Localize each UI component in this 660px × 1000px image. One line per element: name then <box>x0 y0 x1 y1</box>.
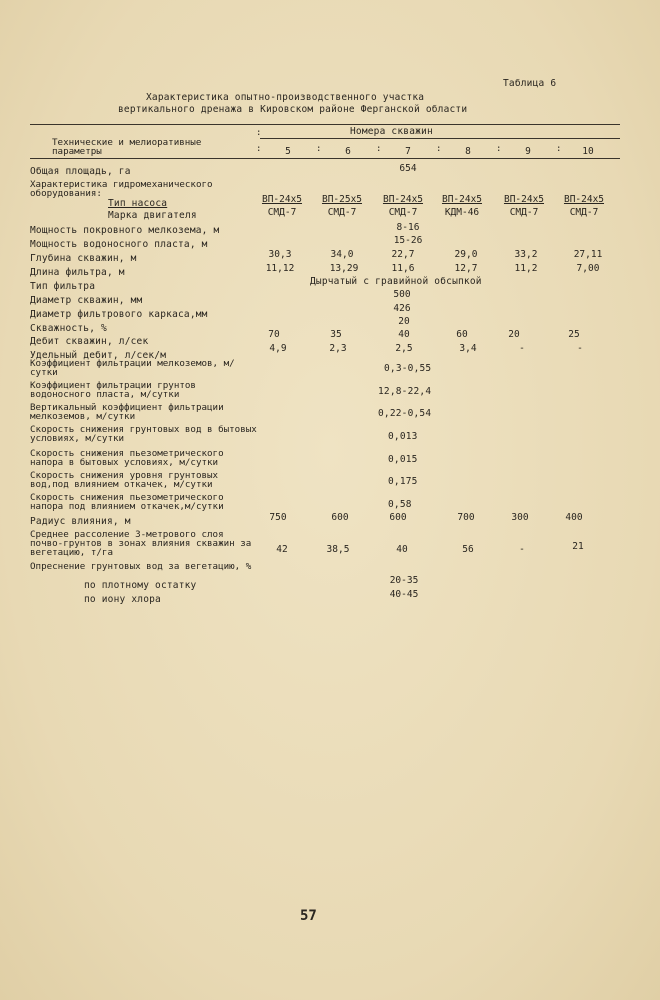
table-title-line1: Характеристика опытно-производственного участка <box>146 92 425 103</box>
row-label: Характеристика гидромеханического оборудования: <box>30 179 213 199</box>
row-value: 15-26 <box>393 235 423 246</box>
cell: 27,11 <box>573 249 603 260</box>
cell: 20 <box>508 329 520 340</box>
column-separator: : <box>496 144 502 154</box>
cell: 40 <box>396 544 408 555</box>
cell: 56 <box>462 544 474 555</box>
header-mid-rule <box>260 138 620 139</box>
cell: 25 <box>568 329 580 340</box>
well-number: 5 <box>285 146 291 157</box>
cell: КДМ-46 <box>444 207 480 218</box>
cell: 29,0 <box>454 249 478 260</box>
cell: 35 <box>330 329 342 340</box>
cell: 11,2 <box>514 263 538 274</box>
page-number: 57 <box>300 908 317 924</box>
row-label: Радиус влияния, м <box>30 516 131 527</box>
cell: ВП-25х5 <box>321 194 363 205</box>
well-number: 7 <box>405 146 411 157</box>
cell: - <box>519 343 525 354</box>
row-label: Среднее рассоление 3-метрового слоя почво-грунтов в зонах влияния скважин за вегетацию, т/га <box>30 529 252 558</box>
row-label: Скважность, % <box>30 323 107 334</box>
row-value: 12,8-22,4 <box>378 386 432 397</box>
cell: ВП-24х5 <box>441 194 483 205</box>
cell: 600 <box>331 512 349 523</box>
header-top-rule <box>30 124 620 125</box>
cell: 300 <box>511 512 529 523</box>
row-label: Вертикальный коэффициент фильтрации мелкоземов, м/сутки <box>30 402 224 422</box>
column-separator: : <box>256 144 262 154</box>
row-label: Дебит скважин, л/сек <box>30 336 149 347</box>
row-label: Длина фильтра, м <box>30 267 125 278</box>
cell: 21 <box>572 541 584 552</box>
row-value: 0,58 <box>388 499 412 510</box>
row-value: 0,175 <box>388 476 418 487</box>
row-value: 0,3-0,55 <box>384 363 432 374</box>
row-label: Скорость снижения пьезометрического напора в бытовых условиях, м/сутки <box>30 448 224 468</box>
cell: 3,4 <box>459 343 477 354</box>
cell: 70 <box>268 329 280 340</box>
row-label: Диаметр скважин, мм <box>30 295 143 306</box>
row-label: Тип насоса <box>108 198 168 209</box>
cell: - <box>577 343 583 354</box>
row-value: 0,22-0,54 <box>378 408 432 419</box>
cell: ВП-24х5 <box>503 194 545 205</box>
well-number: 8 <box>465 146 471 157</box>
cell: 13,29 <box>329 263 359 274</box>
cell: СМД-7 <box>509 207 539 218</box>
cell: СМД-7 <box>388 207 418 218</box>
params-header: Технические и мелиоративные параметры <box>52 137 202 157</box>
column-separator: : <box>556 144 562 154</box>
cell: СМД-7 <box>569 207 599 218</box>
row-label: Глубина скважин, м <box>30 253 137 264</box>
row-label: Тип фильтра <box>30 281 96 292</box>
row-label: Скорость снижения пьезометрического напора под влиянием откачек,м/сутки <box>30 492 224 512</box>
row-label: Общая площадь, га <box>30 166 131 177</box>
row-label: Удельный дебит, л/сек/м <box>30 350 167 361</box>
column-separator: : <box>436 144 442 154</box>
row-label: Марка двигателя <box>108 210 197 221</box>
well-number: 9 <box>525 146 531 157</box>
row-value: Дырчатый с гравийной обсыпкой <box>310 276 482 287</box>
row-label: по иону хлора <box>84 594 161 605</box>
cell: 2,3 <box>329 343 347 354</box>
row-value: 500 <box>393 289 411 300</box>
cell: 600 <box>389 512 407 523</box>
cell: 11,6 <box>391 263 415 274</box>
row-label: Коэффициент фильтрации мелкоземов, м/сутки <box>30 358 235 378</box>
cell: 38,5 <box>326 544 350 555</box>
cell: ВП-24х5 <box>382 194 424 205</box>
column-separator: : <box>376 144 382 154</box>
cell: СМД-7 <box>267 207 297 218</box>
row-label: Опреснение грунтовых вод за вегетацию, % <box>30 561 252 572</box>
row-value: 654 <box>399 163 417 174</box>
row-value: 8-16 <box>396 222 420 233</box>
cell: 34,0 <box>330 249 354 260</box>
table-title-line2: вертикального дренажа в Кировском районе Ферганской области <box>118 104 468 115</box>
cell: 42 <box>276 544 288 555</box>
cell: 400 <box>565 512 583 523</box>
row-label: Мощность покровного мелкозема, м <box>30 225 220 236</box>
cell: 750 <box>269 512 287 523</box>
row-label: по плотному остатку <box>84 580 197 591</box>
row-label: Коэффициент фильтрации грунтов водоносного пласта, м/сутки <box>30 380 196 400</box>
row-value: 20 <box>398 316 410 327</box>
cell: 12,7 <box>454 263 478 274</box>
cell: 4,9 <box>269 343 287 354</box>
cell: 22,7 <box>391 249 415 260</box>
cell: СМД-7 <box>327 207 357 218</box>
cell: 2,5 <box>395 343 413 354</box>
row-value: 20-35 <box>389 575 419 586</box>
header-bottom-rule <box>30 158 620 159</box>
cell: 30,3 <box>268 249 292 260</box>
column-separator: : <box>316 144 322 154</box>
cell: 33,2 <box>514 249 538 260</box>
well-number: 6 <box>345 146 351 157</box>
cell: 7,00 <box>576 263 600 274</box>
column-separator: : <box>256 128 262 138</box>
cell: 40 <box>398 329 410 340</box>
row-label: Скорость снижения грунтовых вод в бытовых условиях, м/сутки <box>30 424 257 444</box>
row-value: 40-45 <box>389 589 419 600</box>
cell: ВП-24х5 <box>261 194 303 205</box>
row-value: 426 <box>393 303 411 314</box>
table-number: Таблица 6 <box>503 78 557 89</box>
well-number: 10 <box>582 146 594 157</box>
cell: 60 <box>456 329 468 340</box>
cell: - <box>519 544 525 555</box>
cell: 11,12 <box>265 263 295 274</box>
row-value: 0,013 <box>388 431 418 442</box>
cell: ВП-24х5 <box>563 194 605 205</box>
row-value: 0,015 <box>388 454 418 465</box>
row-label: Диаметр фильтрового каркаса,мм <box>30 309 208 320</box>
cell: 700 <box>457 512 475 523</box>
row-label: Скорость снижения уровня грунтовых вод,под влиянием откачек, м/сутки <box>30 470 219 490</box>
wells-header: Номера скважин <box>350 126 433 137</box>
row-label: Мощность водоносного пласта, м <box>30 239 208 250</box>
